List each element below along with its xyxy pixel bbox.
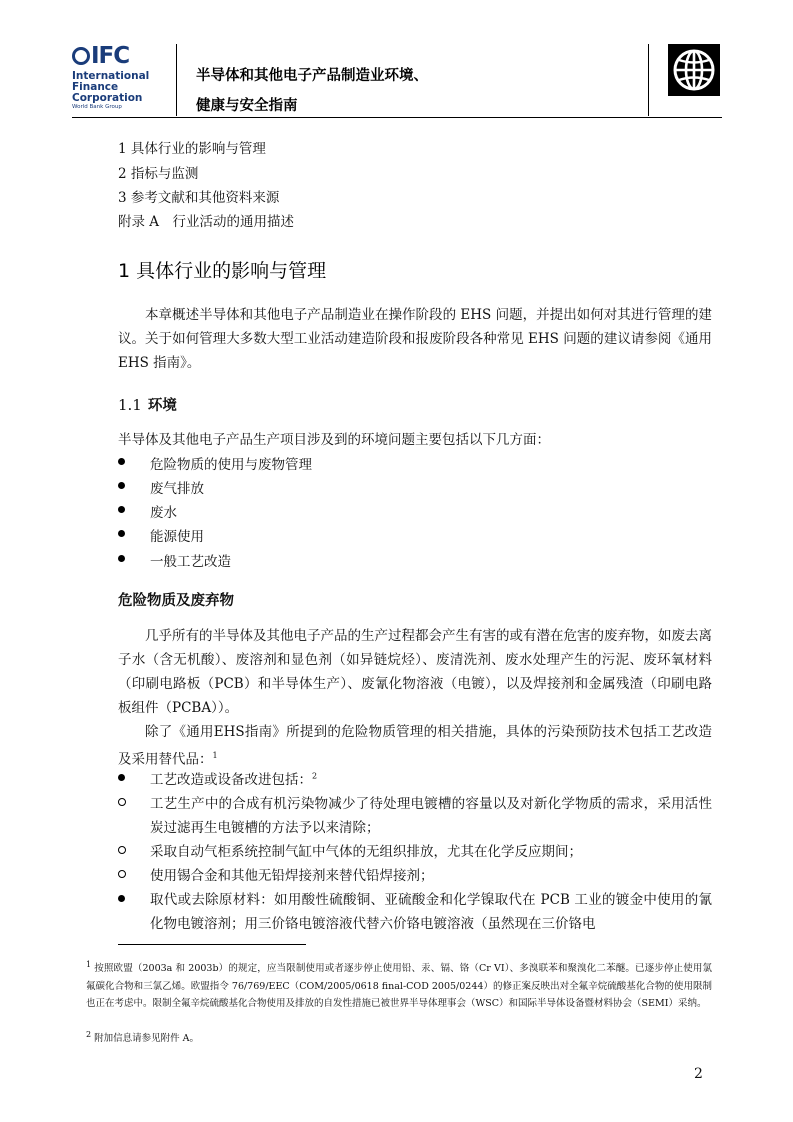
sub-list-item: 工艺生产中的合成有机污染物减少了待处理电镀槽的容量以及对新化学物质的需求，采用活性炭过滤再生电镀槽的方法予以来清除； — [150, 796, 712, 836]
hazardous-para-1: 几乎所有的半导体及其他电子产品的生产过程都会产生有害的或有潜在危害的废弃物，如废去离子水（含无机酸）、废溶剂和显色剂（如异链烷烃）、废清洗剂、废水处理产生的污泥、废环氧材料（印刷电路板（PCB）和半导体生产）、废氰化物溶液（电镀），以及焊接剂和金属残渣（印刷电路板组件（PCBA））。 — [118, 628, 712, 716]
footnote-ref-1[interactable]: 1 — [212, 751, 218, 760]
section-1-1-lead: 半导体及其他电子产品生产项目涉及到的环境问题主要包括以下几方面： — [118, 432, 550, 448]
toc-item-3[interactable]: 3 参考文献和其他资料来源 — [118, 190, 280, 206]
list-item: 能源使用 — [150, 529, 204, 545]
section-1-heading: 1 具体行业的影响与管理 — [118, 260, 327, 282]
list-item: 废气排放 — [150, 481, 204, 497]
hazardous-para-2-text: 除了《通用EHS指南》所提到的危险物质管理的相关措施，具体的污染预防技术包括工艺改造及采用替代品： — [118, 724, 712, 768]
page-number: 2 — [694, 1066, 703, 1082]
sub-bullet-icon — [118, 798, 126, 806]
ifc-logo-line-1: International — [72, 70, 150, 82]
footnote-1-text: 按照欧盟（2003a 和 2003b）的规定，应当限制使用或者逐步停止使用铅、汞、镉、铬（Cr VI）、多溴联苯和聚溴化二苯醚。已逐步停止使用氯氟碳化合物和三氯乙烯。欧盟指令 76/769/EEC（COM/2005/0618 final-COD 2005/0244）的修正案反映出对全氟辛烷硫酸基化合物的使用限制也正在考虑中。限制全氟辛烷硫酸基化合物使用及排放的自发性措施已被世界半导体理事会（WSC）和国际半导体设备暨材料协会（SEMI）采纳。 — [86, 963, 712, 1010]
ifc-logo-line-2: Finance — [72, 81, 119, 93]
section-1-1-heading — [118, 394, 177, 415]
footnote-rule — [118, 944, 306, 945]
footnote-2-mark: 2 — [86, 1030, 92, 1039]
bullet-icon — [118, 895, 125, 902]
ifc-logo — [72, 44, 164, 110]
hazardous-para-2 — [118, 720, 712, 772]
footnote-1 — [86, 956, 712, 1013]
world-bank-logo-icon — [668, 44, 720, 96]
footnote-2 — [86, 1026, 712, 1048]
section-1-intro: 本章概述半导体和其他电子产品制造业在操作阶段的 EHS 问题，并提出如何对其进行管理的建议。关于如何管理大多数大型工业活动建造阶段和报废阶段各种常见 EHS 问题的建议请参阅《通用 EHS 指南》。 — [118, 307, 712, 371]
header-title-line-1: 半导体和其他电子产品制造业环境、 — [196, 68, 428, 84]
list-item: 取代或去除原材料：如用酸性硫酸铜、亚硫酸金和化学镍取代在 PCB 工业的镀金中使用的氰化物电镀溶剂；用三价铬电镀溶液代替六价铬电镀溶液（虽然现在三价铬电 — [150, 892, 712, 932]
list-item-text: 工艺改造或设备改进包括： — [150, 772, 312, 788]
toc-item-1[interactable]: 1 具体行业的影响与管理 — [118, 141, 266, 157]
ifc-logo-subtitle: World Bank Group — [72, 104, 122, 110]
section-1-1-title: 环境 — [147, 398, 177, 414]
ifc-logo-line-3: Corporation — [72, 92, 143, 104]
list-item: 废水 — [150, 505, 177, 521]
ifc-logo-mark: IFC — [72, 44, 129, 68]
header-divider-left — [176, 44, 177, 116]
header-divider-right — [648, 44, 649, 116]
bullet-icon — [118, 506, 125, 513]
list-item: 危险物质的使用与废物管理 — [150, 457, 312, 473]
sub-bullet-icon — [118, 870, 126, 878]
bullet-icon — [118, 530, 125, 537]
sub-list-item: 使用锡合金和其他无铅焊接剂来替代铅焊接剂； — [150, 868, 434, 884]
hazardous-heading: 危险物质及废弃物 — [118, 593, 234, 609]
header-bottom-rule — [72, 117, 722, 118]
sub-bullet-icon — [118, 846, 126, 854]
header-title-line-2: 健康与安全指南 — [196, 98, 298, 114]
footnote-1-mark: 1 — [86, 960, 92, 969]
bullet-icon — [118, 482, 125, 489]
bullet-icon — [118, 774, 125, 781]
sub-list-item: 采取自动气柜系统控制气缸中气体的无组织排放，尤其在化学反应期间； — [150, 844, 582, 860]
toc-item-appendix[interactable]: 附录 A 行业活动的通用描述 — [118, 214, 295, 230]
footnote-ref-2[interactable]: 2 — [312, 771, 318, 781]
bullet-icon — [118, 555, 125, 562]
toc-item-2[interactable]: 2 指标与监测 — [118, 166, 199, 182]
bullet-icon — [118, 458, 125, 465]
list-item: 一般工艺改造 — [150, 554, 231, 570]
footnote-2-text: 附加信息请参见附件 A。 — [94, 1033, 200, 1045]
list-item — [150, 768, 317, 788]
globe-icon — [72, 47, 90, 65]
section-1-1-number: 1.1 — [118, 396, 142, 414]
